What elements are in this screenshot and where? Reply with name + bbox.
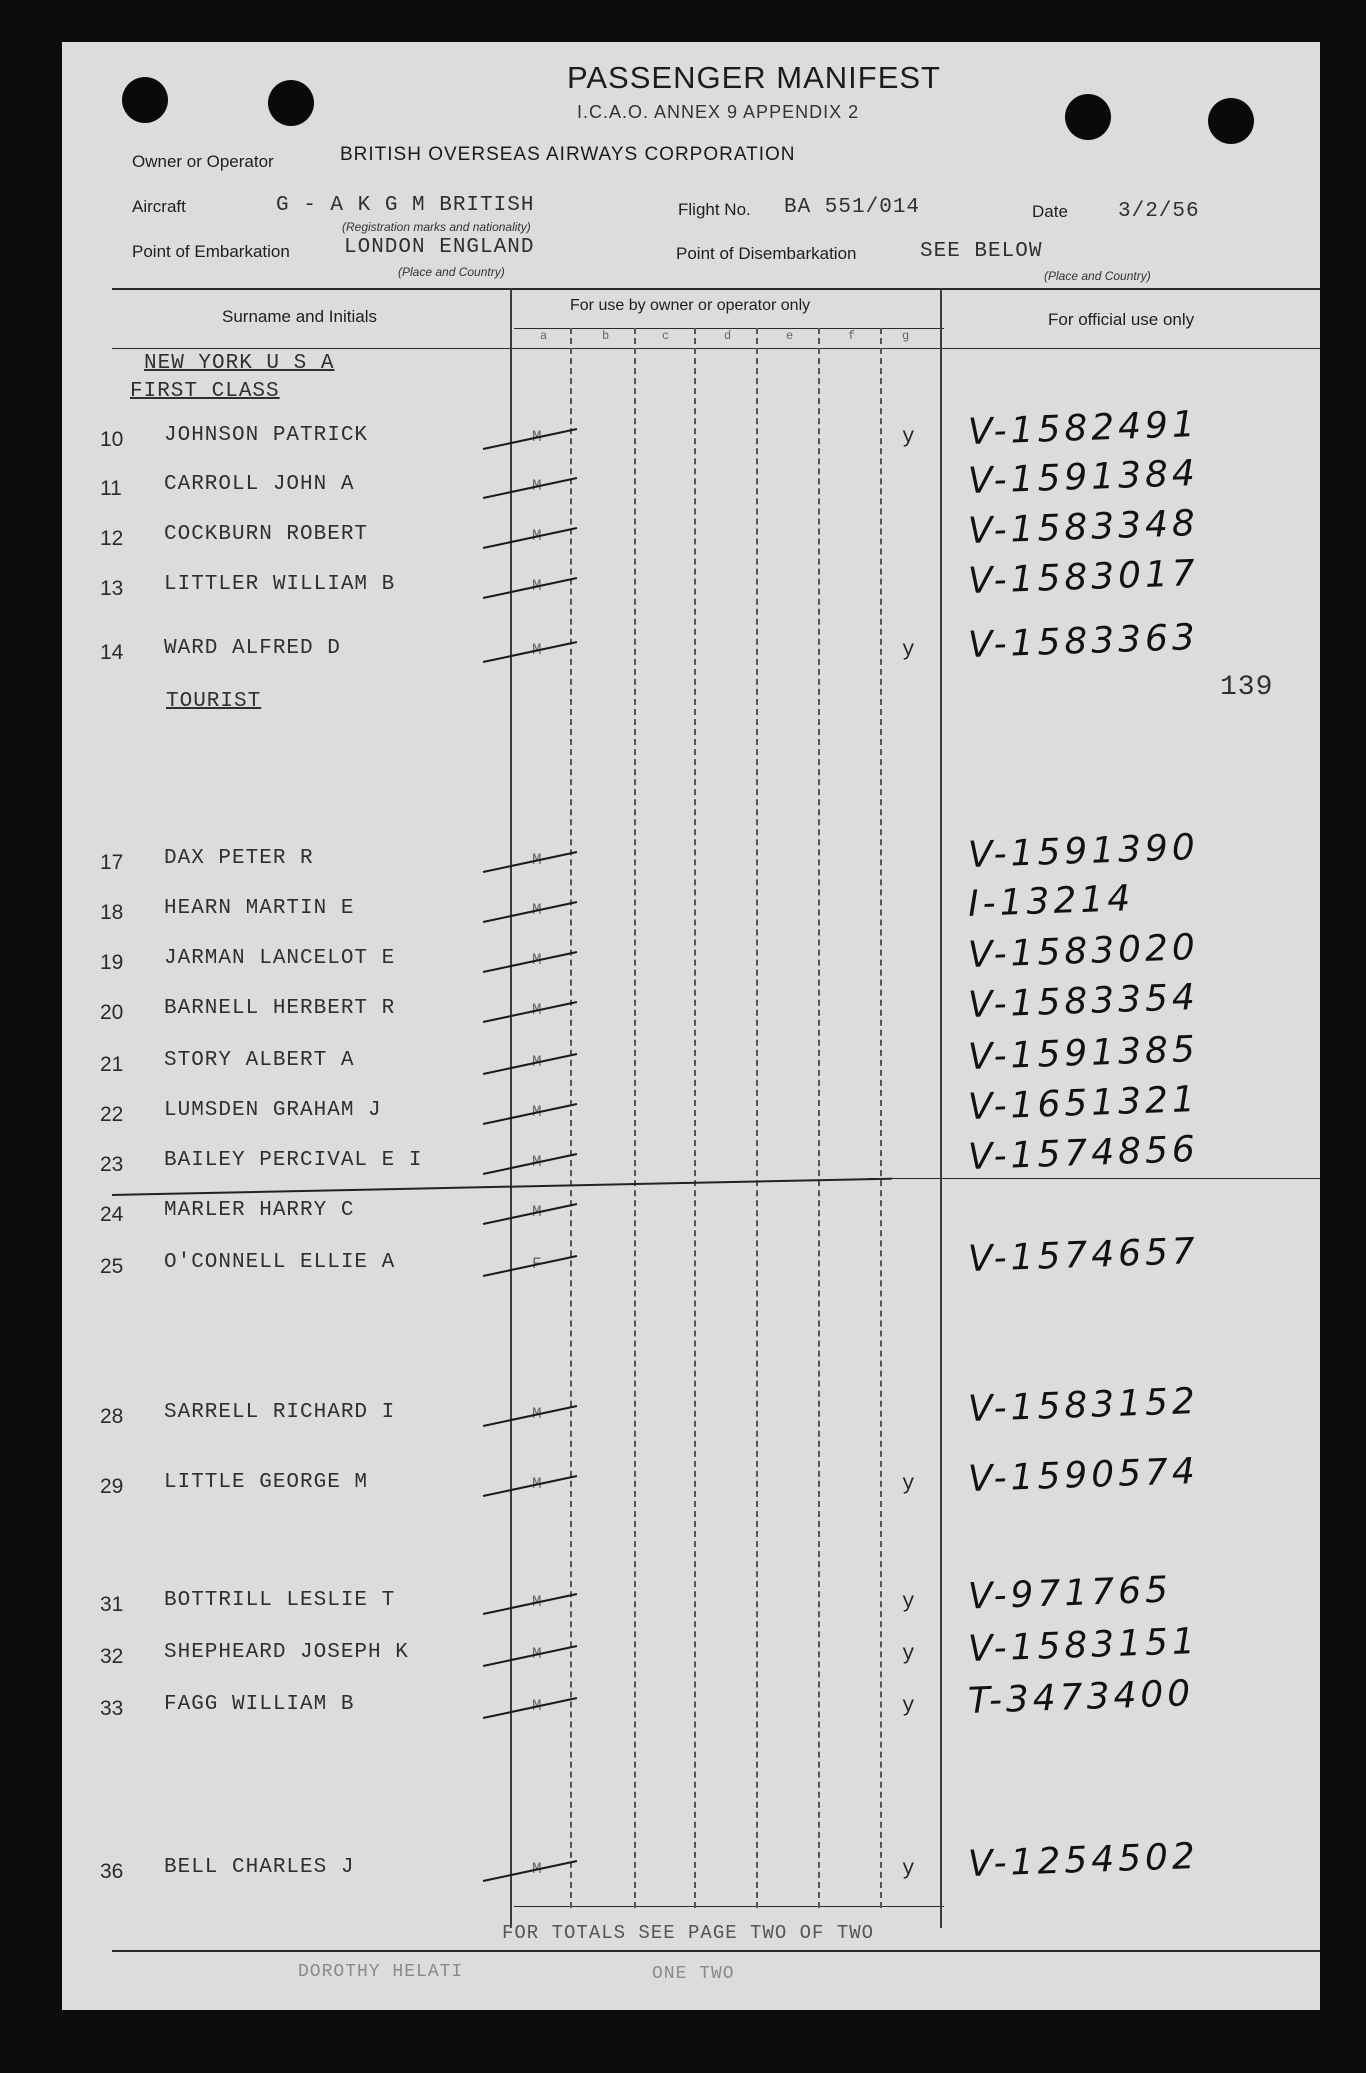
header-rule (112, 288, 1320, 290)
subcol-divider-ef (818, 328, 820, 1908)
form-title: PASSENGER MANIFEST (567, 60, 941, 95)
subcol-letter-f: f (848, 329, 856, 343)
subcol-divider-de (756, 328, 758, 1908)
check-stroke (483, 1203, 577, 1225)
page-number: 139 (1220, 672, 1274, 703)
check-stroke (483, 1405, 577, 1427)
official-ref: V-1582491 (967, 403, 1200, 454)
subcol-letter-e: e (786, 329, 794, 343)
check-stroke (483, 428, 577, 450)
destination-heading: NEW YORK U S A (144, 352, 335, 375)
official-ref: V-1591384 (967, 452, 1200, 503)
passenger-number: 36 (100, 1860, 124, 1883)
passenger-name: MARLER HARRY C (164, 1199, 355, 1222)
subcol-divider-ab (570, 328, 572, 1908)
passenger-name: SHEPHEARD JOSEPH K (164, 1641, 409, 1664)
first-class-heading: FIRST CLASS (130, 380, 280, 403)
subcol-letter-d: d (724, 329, 732, 343)
tourist-heading: TOURIST (166, 690, 262, 713)
aircraft-note: (Registration marks and nationality) (342, 220, 531, 234)
manifest-sheet (62, 42, 1320, 2010)
embarkation-value: LONDON ENGLAND (344, 236, 535, 259)
flight-value: BA 551/014 (784, 196, 921, 219)
passenger-number: 11 (100, 477, 122, 500)
subcol-letter-g: g (902, 329, 910, 343)
punch-hole (268, 80, 314, 126)
check-stroke (483, 1475, 577, 1497)
passenger-col-g: y (902, 1591, 915, 1614)
check-stroke (483, 1697, 577, 1719)
cancel-strike-line (112, 1178, 892, 1196)
official-ref: I-13214 (967, 878, 1135, 925)
check-stroke (483, 951, 577, 973)
passenger-name: O'CONNELL ELLIE A (164, 1251, 396, 1274)
form-subtitle: I.C.A.O. ANNEX 9 APPENDIX 2 (577, 102, 860, 122)
owner-value: BRITISH OVERSEAS AIRWAYS CORPORATION (340, 144, 796, 165)
disembarkation-note: (Place and Country) (1044, 269, 1151, 283)
passenger-name: HEARN MARTIN E (164, 897, 355, 920)
subcol-letter-a: a (540, 329, 548, 343)
passenger-col-g: y (902, 1695, 915, 1718)
passenger-name: CARROLL JOHN A (164, 473, 355, 496)
check-stroke (483, 901, 577, 923)
official-ref: V-1583017 (967, 552, 1200, 603)
passenger-number: 19 (100, 951, 124, 974)
official-cutoff-rule (868, 1178, 1320, 1179)
passenger-col-g: y (902, 1643, 915, 1666)
date-value: 3/2/56 (1118, 200, 1200, 223)
subcol-divider-fg (880, 328, 882, 1908)
totals-note: FOR TOTALS SEE PAGE TWO OF TWO (502, 1922, 875, 1944)
footer-page-text: ONE TWO (652, 1964, 735, 1984)
check-stroke (483, 1001, 577, 1023)
check-stroke (483, 1255, 577, 1277)
aircraft-value: G - A K G M BRITISH (276, 194, 535, 217)
passenger-name: BELL CHARLES J (164, 1856, 355, 1879)
date-label: Date (1032, 202, 1068, 221)
passenger-name: BAILEY PERCIVAL E I (164, 1149, 423, 1172)
signature-line: DOROTHY HELATI (298, 1962, 464, 1982)
punch-hole (122, 77, 168, 123)
embarkation-note: (Place and Country) (398, 265, 505, 279)
passenger-name: BOTTRILL LESLIE T (164, 1589, 396, 1612)
name-column-divider (510, 288, 512, 1928)
passenger-number: 13 (100, 577, 124, 600)
punch-hole (1065, 94, 1111, 140)
passenger-name: STORY ALBERT A (164, 1049, 355, 1072)
name-column-header: Surname and Initials (222, 307, 377, 326)
footer-rule (112, 1950, 1320, 1952)
official-column-divider (940, 288, 942, 1928)
official-ref: V-1590574 (967, 1450, 1200, 1501)
passenger-number: 31 (100, 1593, 124, 1616)
passenger-name: JOHNSON PATRICK (164, 424, 369, 447)
passenger-number: 28 (100, 1405, 124, 1428)
check-stroke (483, 527, 577, 549)
check-stroke (483, 1053, 577, 1075)
aircraft-label: Aircraft (132, 197, 186, 216)
official-ref: V-1583020 (967, 926, 1200, 977)
official-ref: V-1591390 (967, 826, 1200, 877)
disembarkation-value: SEE BELOW (920, 240, 1043, 263)
passenger-number: 25 (100, 1255, 124, 1278)
embarkation-label: Point of Embarkation (132, 242, 290, 261)
passenger-number: 10 (100, 428, 124, 451)
passenger-col-g: y (902, 426, 915, 449)
passenger-number: 32 (100, 1645, 124, 1668)
owner-label: Owner or Operator (132, 152, 274, 171)
passenger-name: LITTLER WILLIAM B (164, 573, 396, 596)
passenger-number: 12 (100, 527, 124, 550)
passenger-number: 29 (100, 1475, 124, 1498)
check-stroke (483, 851, 577, 873)
official-column-header: For official use only (1048, 310, 1195, 329)
official-ref: V-1651321 (967, 1078, 1200, 1129)
passenger-number: 23 (100, 1153, 124, 1176)
check-stroke (483, 1645, 577, 1667)
subcol-letter-c: c (662, 329, 670, 343)
check-stroke (483, 641, 577, 663)
passenger-name: LUMSDEN GRAHAM J (164, 1099, 382, 1122)
passenger-number: 21 (100, 1053, 124, 1076)
passenger-col-g: y (902, 1858, 915, 1881)
passenger-number: 22 (100, 1103, 124, 1126)
official-ref: V-1583348 (967, 502, 1200, 553)
passenger-name: WARD ALFRED D (164, 637, 341, 660)
official-ref: V-1254502 (967, 1835, 1200, 1886)
check-stroke (483, 1103, 577, 1125)
check-stroke (483, 1153, 577, 1175)
passenger-name: JARMAN LANCELOT E (164, 947, 396, 970)
passenger-col-g: y (902, 639, 915, 662)
check-stroke (483, 477, 577, 499)
check-stroke (483, 1593, 577, 1615)
passenger-number: 20 (100, 1001, 124, 1024)
official-ref: V-1583152 (967, 1380, 1200, 1431)
subcol-divider-bc (634, 328, 636, 1908)
subcol-letter-b: b (602, 329, 610, 343)
flight-label: Flight No. (678, 200, 751, 219)
official-ref: V-1574657 (967, 1230, 1200, 1281)
passenger-col-g: y (902, 1473, 915, 1496)
owner-column-header: For use by owner or operator only (570, 297, 811, 314)
subcol-divider-cd (694, 328, 696, 1908)
passenger-number: 33 (100, 1697, 124, 1720)
official-ref: V-1583363 (967, 616, 1200, 667)
passenger-number: 14 (100, 641, 124, 664)
passenger-name: FAGG WILLIAM B (164, 1693, 355, 1716)
official-ref: V-971765 (967, 1569, 1173, 1618)
passenger-number: 17 (100, 851, 124, 874)
passenger-name: LITTLE GEORGE M (164, 1471, 369, 1494)
check-stroke (483, 1860, 577, 1882)
column-rule (112, 348, 1320, 349)
passenger-name: DAX PETER R (164, 847, 314, 870)
passenger-name: COCKBURN ROBERT (164, 523, 369, 546)
official-ref: V-1583151 (967, 1620, 1200, 1671)
check-stroke (483, 577, 577, 599)
official-ref: T-3473400 (967, 1673, 1195, 1722)
official-ref: V-1583354 (967, 976, 1200, 1027)
passenger-name: BARNELL HERBERT R (164, 997, 396, 1020)
disembarkation-label: Point of Disembarkation (676, 244, 857, 263)
passenger-number: 24 (100, 1203, 124, 1226)
official-ref: V-1591385 (967, 1028, 1200, 1079)
passenger-number: 18 (100, 901, 124, 924)
passenger-name: SARRELL RICHARD I (164, 1401, 396, 1424)
punch-hole (1208, 98, 1254, 144)
official-ref: V-1574856 (967, 1128, 1200, 1179)
